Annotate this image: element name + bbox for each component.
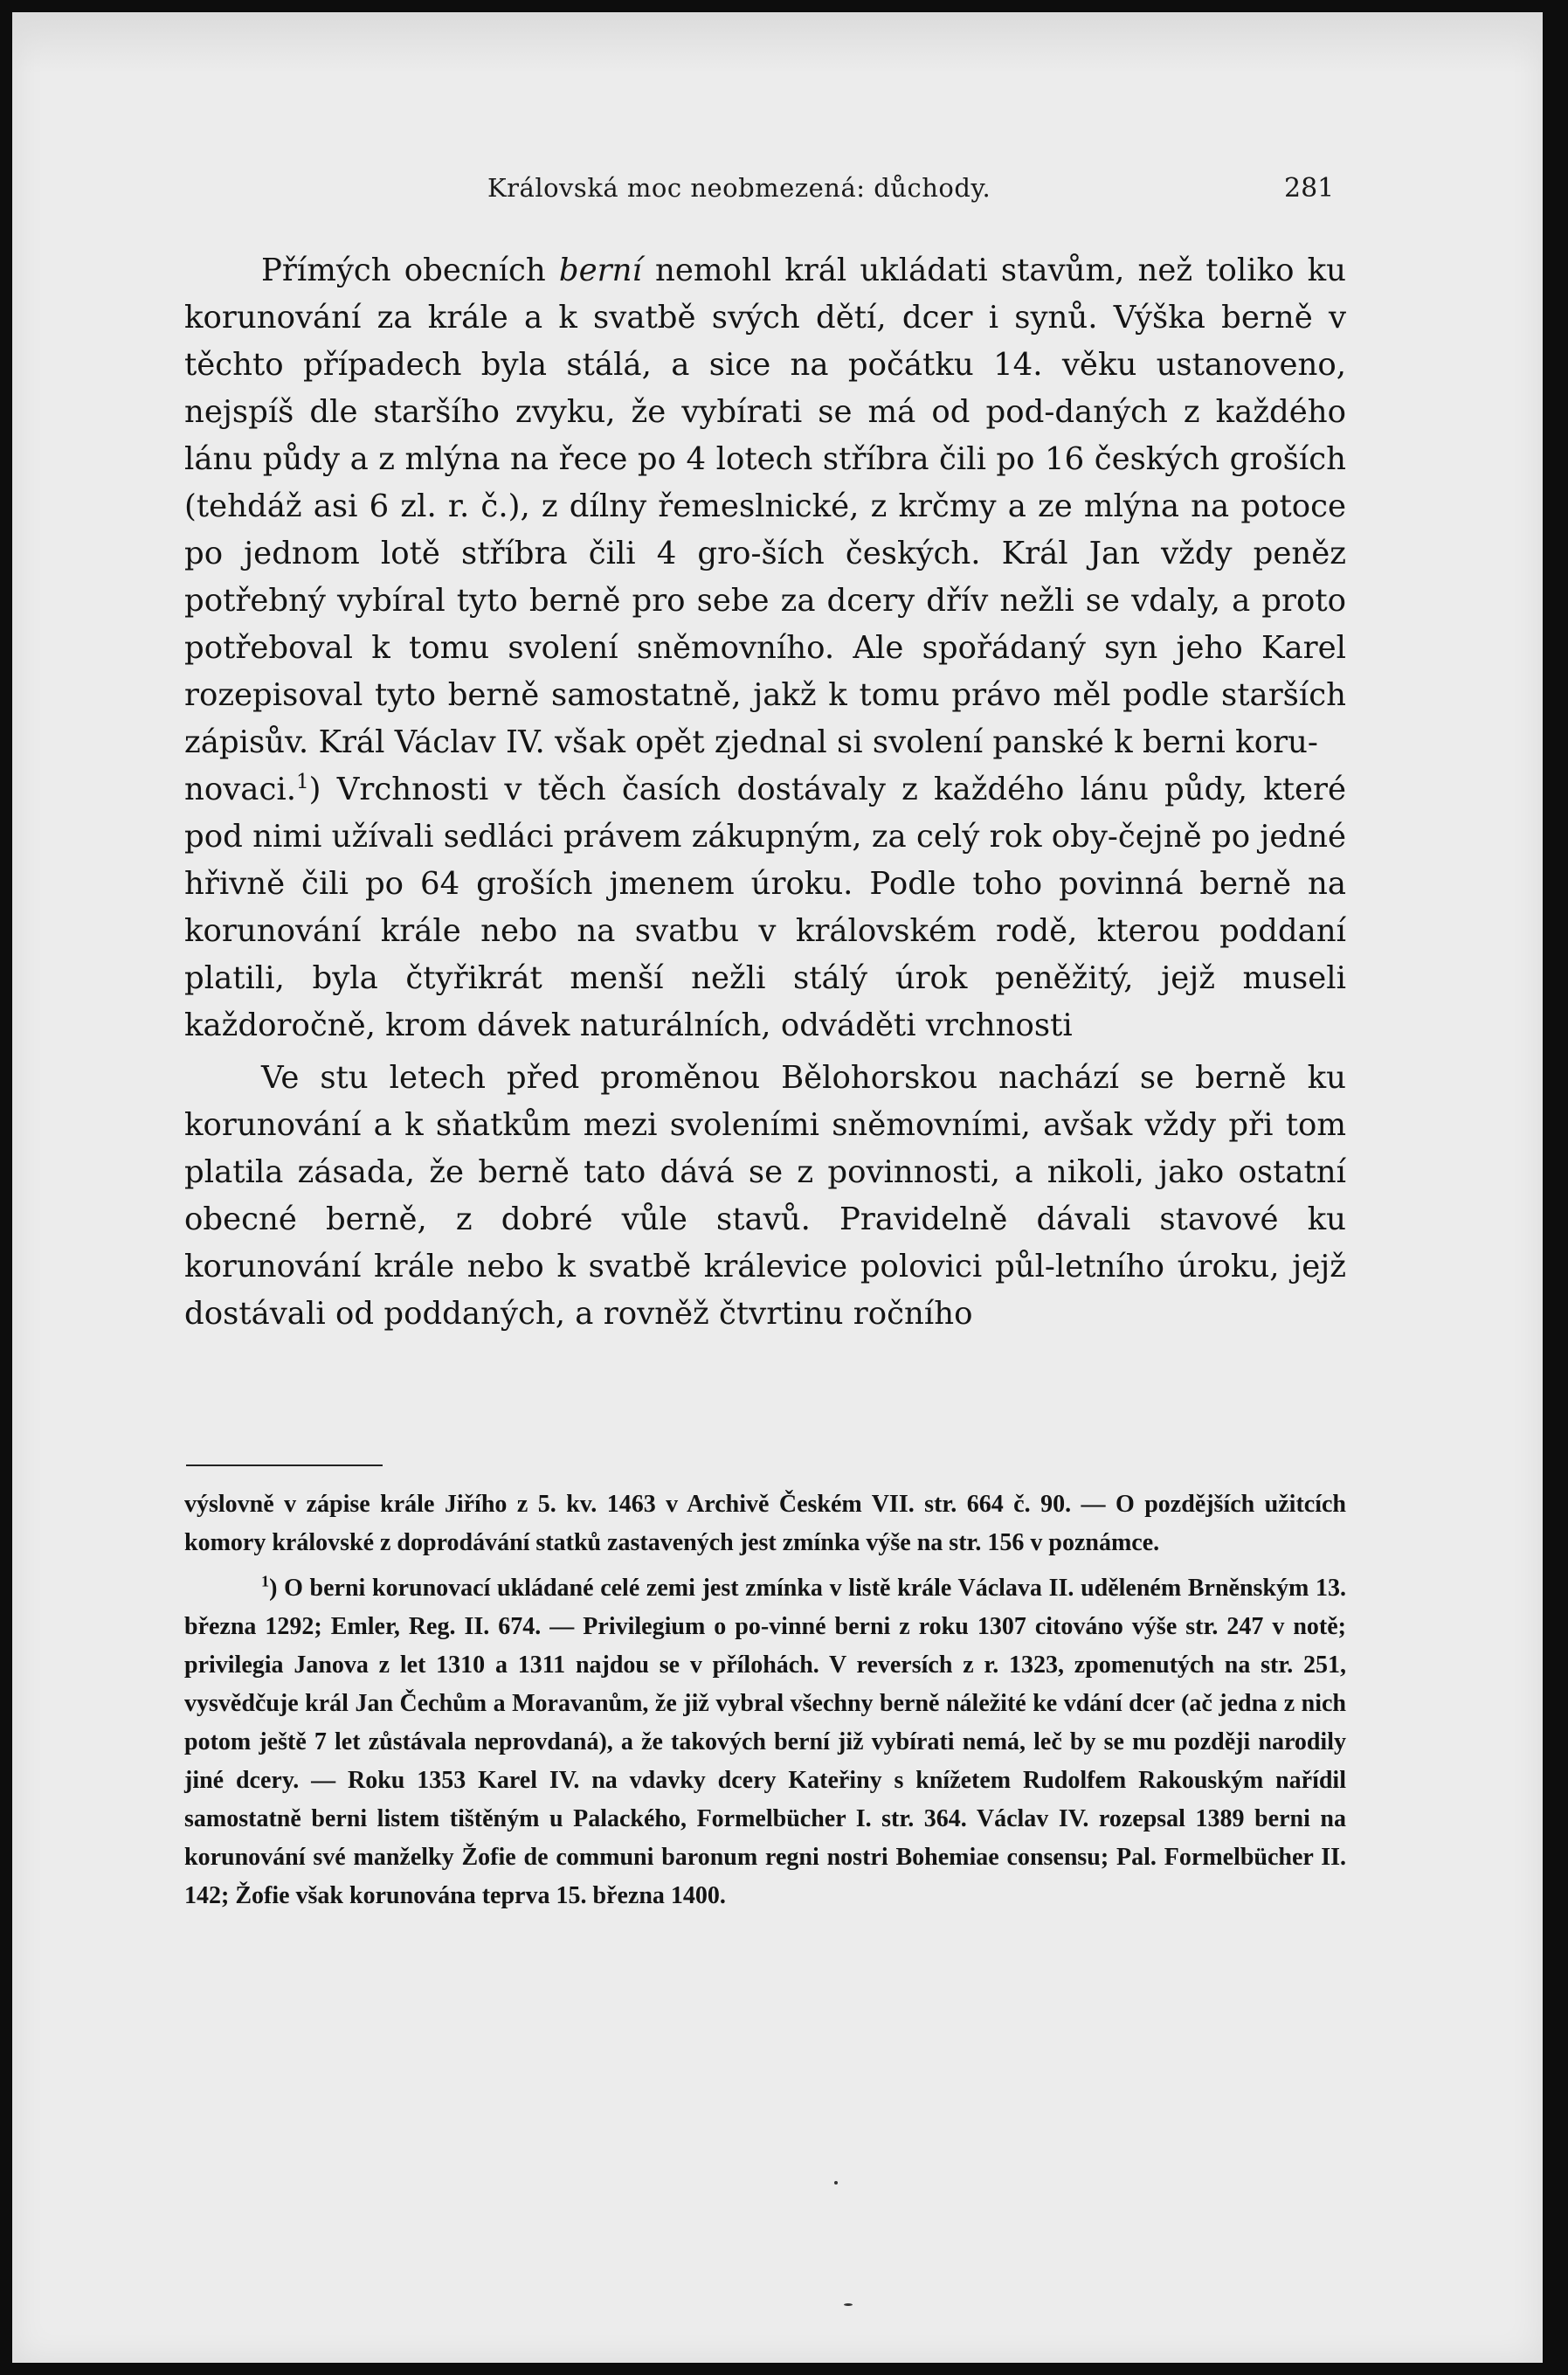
footnote-continuation: výslovně v zápise krále Jiřího z 5. kv. 1463 v Archivě Českém VII. str. 664 č. 90. — O pozdějších užitcích komory královské z doprodávání statků zastavených jest zmínka výše na str. 156 v poznámce. <box>184 1491 1346 1556</box>
page-number: 281 <box>1284 173 1335 204</box>
scan-speck <box>834 2181 838 2185</box>
footnote-separator <box>186 1464 383 1466</box>
footnote-1-text: ) O berni korunovací ukládané celé zemi jest zmínka v listě krále Václava II. uděleném Brněnským 13. března 1292; Emler, Reg. II. 674. — Privilegium o po-vinné berni z roku 1307 citováno výše str. 247 v notě; privilegia Janova z let 1310 a 1311 najdou se v přílohách. V reversích z r. 1323, zpomenutých na str. 251, vysvědčuje král Jan Čechům a Moravanům, že již vybral všechny berně náležité ke vdání dcer (ač jedna z nich potom ještě 7 let zůstávala neprovdaná), a že takových berní již vybírati nemá, leč by se mu později narodily jiné dcery. — Roku 1353 Karel IV. na vdavky dcery Kateřiny s knížetem Rudolfem Rakouským nařídil samostatně berni listem tištěným u Palackého, Formelbücher I. str. 364. Václav IV. rozepsal 1389 berni na korunování své manželky Žofie de communi baronum regni nostri Bohemiae consensu; Pal. Formelbücher II. 142; Žofie však korunována teprva 15. března 1400. <box>184 1575 1346 1909</box>
footnote-1-mark: 1 <box>261 1572 270 1590</box>
paragraph-2: Ve stu letech před proměnou Bělohorskou nachází se berně ku korunování a k sňatkům mezi svoleními sněmovními, avšak vždy při tom platila zásada, že berně tato dává se z povinnosti, a nikoli, jako ostatní obecné berně, z dobré vůle stavů. Pravidelně dávali stavové ku korunování krále nebo k svatbě králevice polovici půl-letního úroku, jejž dostávali od poddaných, a rovněž čtvrtinu ročního <box>184 1060 1346 1332</box>
emphasized-term: berní <box>558 253 642 288</box>
footnote-1 <box>184 1569 1346 1915</box>
main-text <box>184 247 1346 1338</box>
paragraph-1-rest: ) Vrchnosti v těch časích dostávaly z každého lánu půdy, které pod nimi užívali sedláci právem zákupným, za celý rok oby-čejně po jedné hřivně čili po 64 groších jmenem úroku. Podle toho povinná berně na korunování krále nebo na svatbu v královském rodě, kterou poddaní platili, byla čtyřikrát menší nežli stálý úrok peněžitý, jejž museli každoročně, krom dávek naturálních, odváděti vrchnosti <box>184 772 1346 1043</box>
running-title: Královská moc neobmezená: důchody. <box>487 173 991 203</box>
scan-shading <box>12 12 1543 73</box>
scan-speck <box>844 2303 853 2306</box>
paragraph-1 <box>184 247 1346 1049</box>
footnote-reference: 1 <box>295 771 309 794</box>
paragraph-1-break-word: novaci. <box>184 772 296 807</box>
paragraph-1-text: nemohl král ukládati stavům, než toliko ku korunování za krále a k svatbě svých dětí, dcer i synů. Výška berně v těchto případech byla stálá, a sice na počátku 14. věku ustanoveno, nejspíš dle staršího zvyku, že vybírati se má od pod-daných z každého lánu půdy a z mlýna na řece po 4 lotech stříbra čili po 16 českých groších (tehdáž asi 6 zl. r. č.), z dílny řemeslnické, z krčmy a ze mlýna na potoce po jednom lotě stříbra čili 4 gro-ších českých. Král Jan vždy peněz potřebný vybíral tyto berně pro sebe za dcery dřív nežli se vdaly, a proto potřeboval k tomu svolení sněmovního. Ale spořádaný syn jeho Karel rozepisoval tyto berně samostatně, jakž k tomu právo měl podle starších zápisův. Král Václav IV. však opět zjednal si svolení panské k berni koru- <box>184 253 1346 760</box>
footnotes <box>184 1485 1346 1915</box>
paragraph-1-start: Přímých obecních <box>261 253 559 288</box>
